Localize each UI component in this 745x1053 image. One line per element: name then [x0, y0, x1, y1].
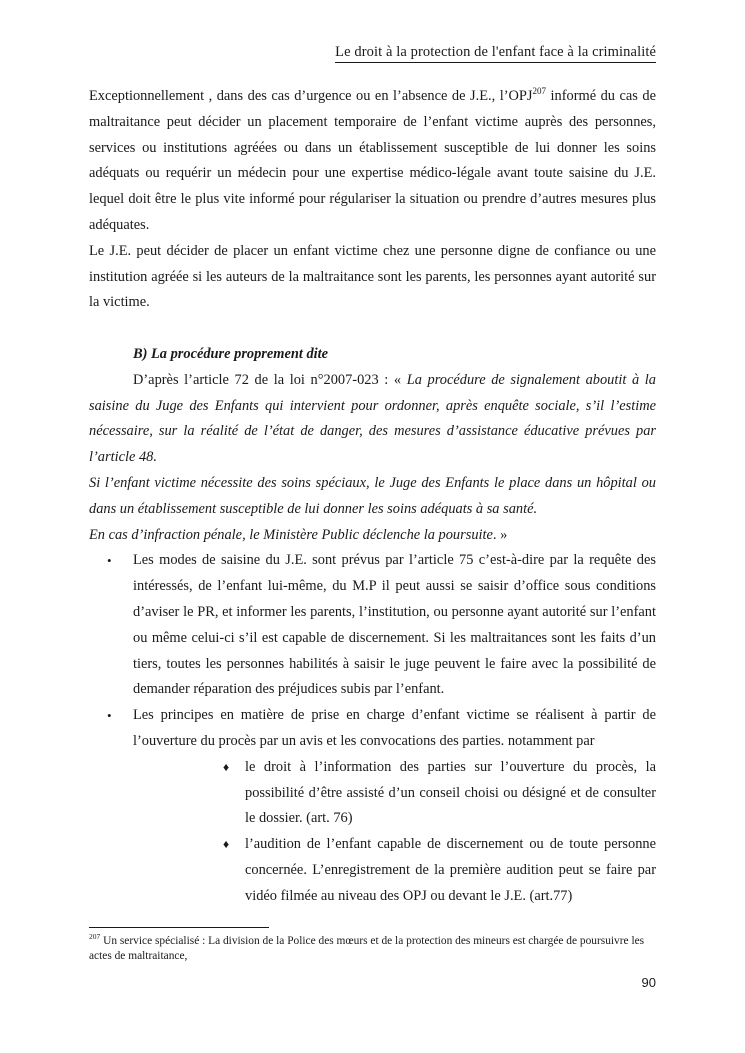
bullet-icon: • [107, 553, 112, 569]
list-item [89, 703, 656, 755]
blank-line [89, 316, 656, 342]
quote-text: La procédure de signalement aboutit à la saisine du Juge des Enfants qui intervient pour ordonner, après enquête sociale, s’il l’estime nécessaire, sur la réalité de l’état de danger, des mesures d’assistance éducative prévues par l’article 48. [89, 371, 656, 466]
sub-list-item-text: l’audition de l’enfant capable de discernement ou de toute personne concernée. L’enregistrement de la première audition peut se faire par vidéo filmée au niveau des OPJ ou devant le J.E. (art.77) [245, 836, 656, 904]
quote-text: En cas d’infraction pénale, le Ministère Public déclenche la poursuite [89, 526, 493, 543]
sub-bullet-list [89, 755, 656, 910]
diamond-bullet-icon: ♦ [223, 837, 230, 852]
list-item-text: Les principes en matière de prise en charge d’enfant victime se réalisent à partir de l’ouverture du procès par un avis et les convocations des parties. notamment par [133, 707, 656, 749]
quote-paragraph-care: Si l’enfant victime nécessite des soins spéciaux, le Juge des Enfants le place dans un hôpital ou dans un établissement susceptible de lui donner les soins adéquats à sa santé. [89, 474, 656, 517]
footnote-number: 207 [89, 932, 101, 942]
bullet-icon: • [107, 708, 112, 724]
quote-paragraph [89, 368, 656, 471]
list-item-text: Les modes de saisine du J.E. sont prévus par l’article 75 c’est-à-dire par la requête des intéressés, de l’enfant lui-même, du M.P il peut aussi se saisir d’office sous conditions d’aviser le PR, et informer les parents, l’institution, ou personne ayant autorité sur l’enfant ou même celui-ci s’il est capable de discernement. Si les maltraitances sont les faits d’un tiers, toutes les personnes habilités à saisir le juge peuvent le faire avec la possibilité de demander réparation des préjudices subis par l’enfant. [133, 552, 656, 698]
body-text [89, 84, 656, 910]
section-heading: B) La procédure proprement dite [133, 345, 329, 362]
footnote-reference[interactable]: 207 [532, 86, 546, 97]
paragraph-emergency-placement [89, 84, 656, 239]
diamond-bullet-icon: ♦ [223, 759, 230, 774]
footnote-separator [89, 927, 269, 928]
footnote-text: Un service spécialisé : La division de la Police des mœurs et de la protection des mineurs est chargée de poursuivre les actes de maltraitance, [89, 935, 645, 962]
paragraph-placement-decision: Le J.E. peut décider de placer un enfant victime chez une personne digne de confiance ou une institution agréée si les auteurs de la maltraitance sont les parents, les personnes ayant autorité sur la victime. [89, 242, 656, 311]
quote-close: . » [492, 526, 508, 543]
list-item [89, 548, 656, 703]
sub-list-item [89, 755, 656, 832]
sub-list-item [89, 832, 656, 909]
footnote [89, 934, 656, 964]
paragraph-text: Exceptionnellement , dans des cas d’urgence ou en l’absence de J.E., l’OPJ [89, 88, 533, 104]
page-number: 90 [641, 975, 656, 990]
sub-list-item-text: le droit à l’information des parties sur l’ouverture du procès, la possibilité d’être assisté d’un conseil choisi ou désigné et de consulter le dossier. (art. 76) [245, 758, 656, 827]
paragraph-text: informé du cas de maltraitance peut décider un placement temporaire de l’enfant victime auprès des personnes, services ou institutions agréées ou dans un établissement susceptible de lui donner les soins adéquats ou requérir un médecin pour une expertise médico-légale avant toute saisine du J.E. lequel doit être le plus vite informé pour régulariser la situation ou prendre d’autres mesures plus adéquates. [89, 88, 656, 233]
quote-intro: D’après l’article 72 de la loi n°2007-023 : « [133, 371, 407, 388]
quote-paragraph-prosecution [89, 523, 656, 549]
running-header: Le droit à la protection de l'enfant face à la criminalité [335, 44, 656, 63]
bullet-list [89, 548, 656, 754]
